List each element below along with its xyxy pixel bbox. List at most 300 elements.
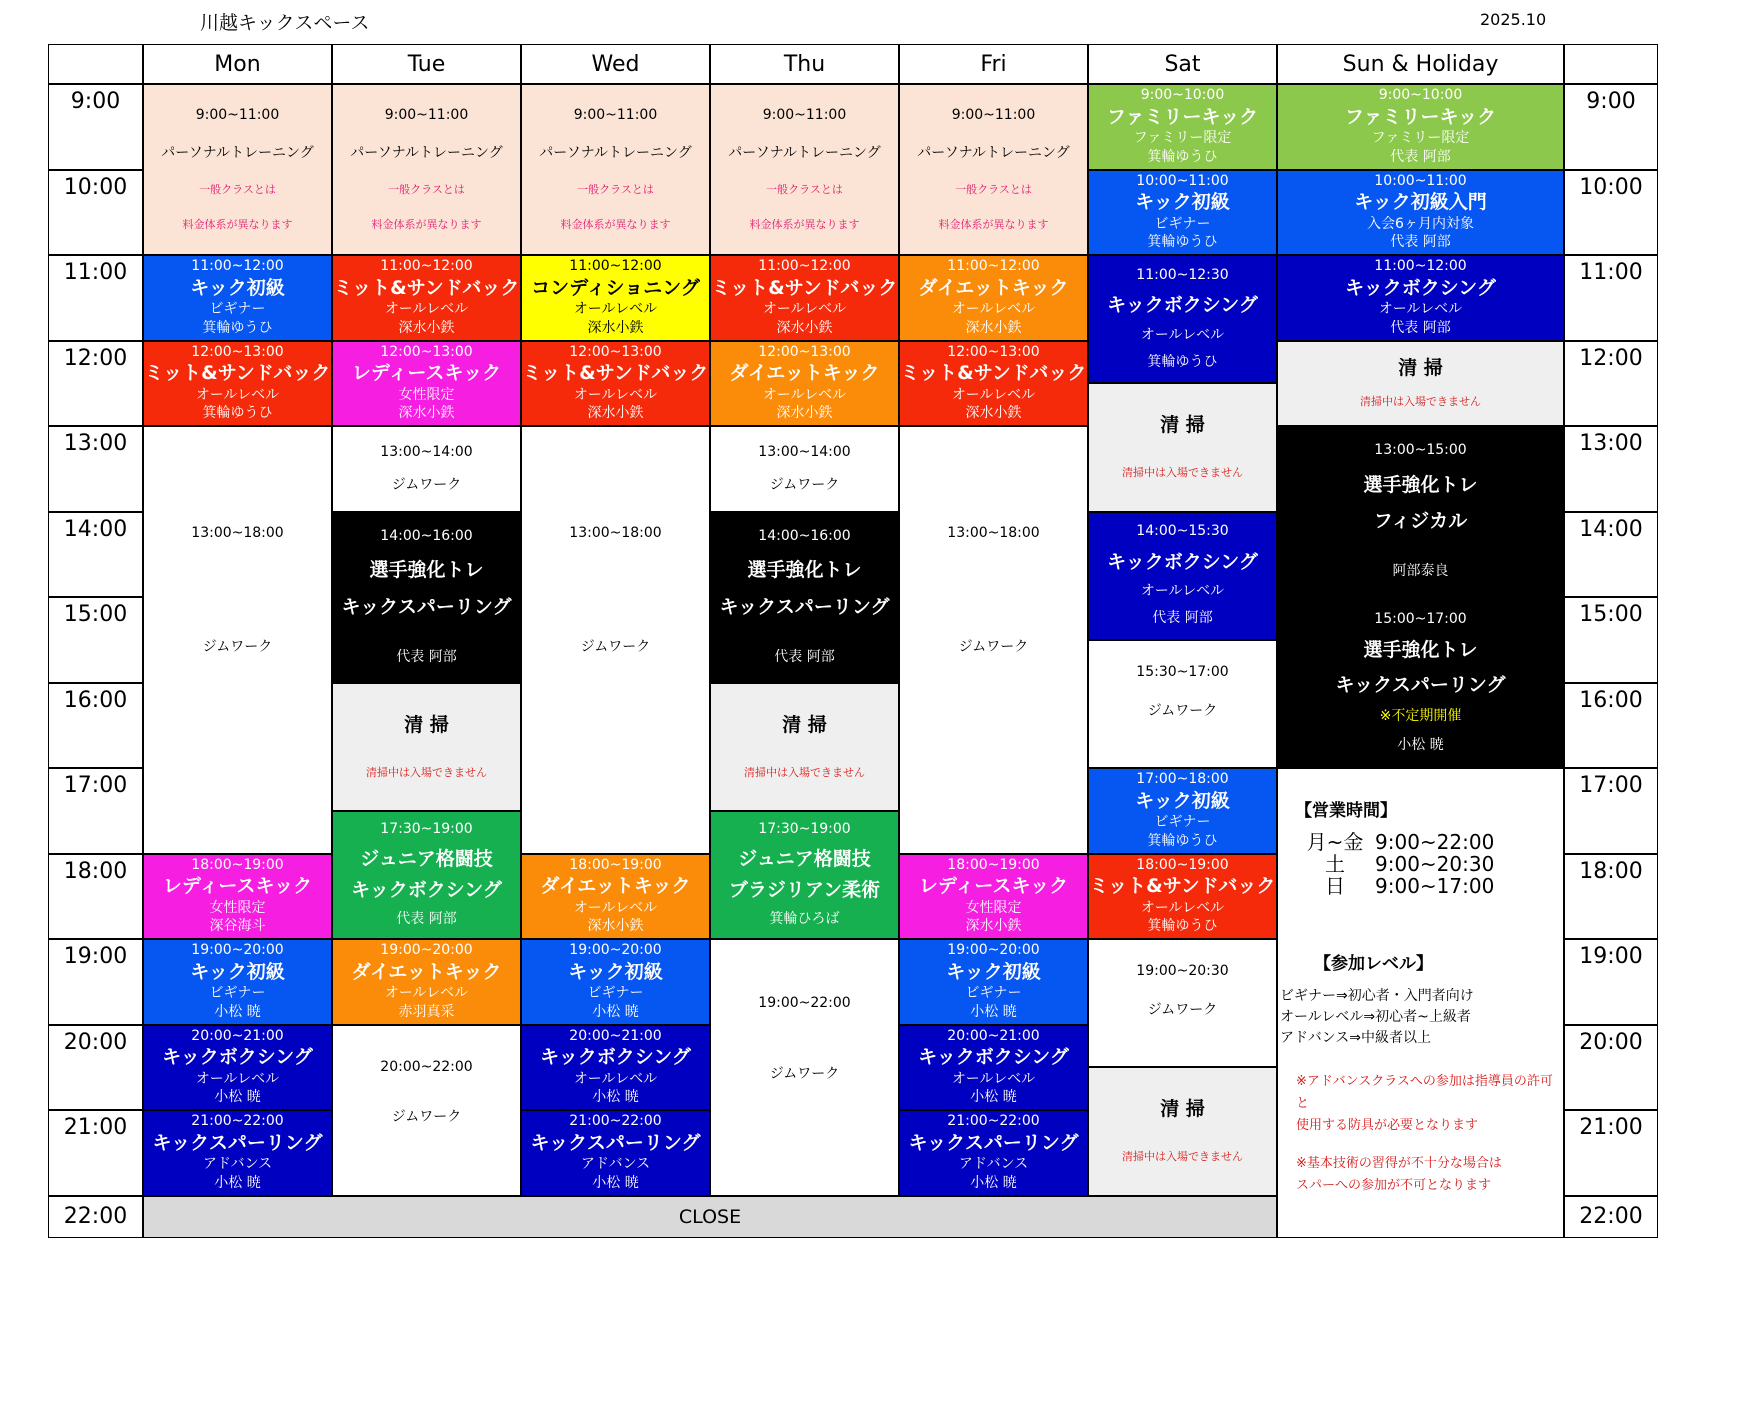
- class-line: 11:00~12:00: [380, 258, 473, 275]
- time-label-left: 15:00: [48, 597, 143, 683]
- level-legend: [1280, 949, 1562, 1421]
- class-block[interactable]: [332, 512, 521, 683]
- class-line: キック初級: [568, 960, 663, 983]
- class-block[interactable]: [710, 939, 899, 1196]
- time-label-left: 17:00: [48, 768, 143, 854]
- class-line: キック初級: [1135, 789, 1230, 812]
- class-line: 14:00~16:00: [758, 527, 851, 544]
- class-line: 11:00~12:00: [569, 258, 662, 275]
- time-label-right: 19:00: [1564, 939, 1658, 1025]
- class-block[interactable]: [143, 255, 332, 341]
- class-line: 小松 暁: [214, 1089, 261, 1106]
- time-label-right: 18:00: [1564, 854, 1658, 940]
- hours-days: 土: [1325, 852, 1345, 876]
- class-line: キックボクシング: [162, 1046, 313, 1069]
- class-line: 9:00~11:00: [573, 106, 658, 123]
- class-line: ミット&サンドバック: [900, 362, 1087, 385]
- class-line: 深水小鉄: [965, 319, 1022, 336]
- class-line: 18:00~19:00: [569, 856, 662, 873]
- class-line: 20:00~21:00: [947, 1027, 1040, 1044]
- hours-time: 9:00~22:00: [1375, 830, 1495, 854]
- class-line: 9:00~11:00: [384, 106, 469, 123]
- class-line: オールレベル: [1140, 326, 1225, 343]
- class-line: 深谷海斗: [209, 918, 266, 935]
- day-header: Wed: [521, 44, 710, 84]
- class-block[interactable]: [710, 811, 899, 939]
- class-line: アドバンス: [202, 1156, 273, 1173]
- class-line: ビギナー: [209, 985, 266, 1002]
- class-line: ジュニア格闘技: [360, 847, 493, 870]
- class-line: 9:00~10:00: [1378, 87, 1463, 104]
- time-label-right: 22:00: [1564, 1196, 1658, 1238]
- level-item: オールレベル⇒初心者~上級者: [1280, 1009, 1471, 1025]
- class-block[interactable]: [899, 255, 1088, 341]
- time-label-left: 21:00: [48, 1110, 143, 1196]
- class-line: パーソナルトレーニング: [539, 144, 692, 161]
- class-line: 小松 暁: [1397, 737, 1444, 754]
- class-line: 女性限定: [398, 386, 455, 403]
- class-line: ジュニア格闘技: [738, 847, 871, 870]
- class-line: 11:00~12:00: [191, 258, 284, 275]
- class-line: オールレベル: [195, 1070, 280, 1087]
- class-line: オールレベル: [951, 1070, 1036, 1087]
- class-line: 18:00~19:00: [1136, 856, 1229, 873]
- level-note: 使用する防具が必要となります: [1296, 1118, 1479, 1134]
- class-line: 一般クラスとは: [388, 183, 465, 197]
- class-line: 20:00~22:00: [380, 1059, 473, 1076]
- class-line: ブラジリアン柔術: [728, 879, 881, 902]
- class-line: オールレベル: [573, 1070, 658, 1087]
- class-line: コンディショニング: [531, 276, 700, 299]
- class-line: ミット&サンドバック: [333, 276, 520, 299]
- class-line: 代表 阿部: [1390, 148, 1451, 165]
- class-block[interactable]: [332, 811, 521, 939]
- time-label-right: 12:00: [1564, 341, 1658, 427]
- hours-row: [1295, 831, 1577, 853]
- class-line: 代表 阿部: [774, 648, 835, 665]
- class-line: キック初級: [946, 960, 1041, 983]
- class-block[interactable]: [1277, 84, 1564, 170]
- class-block[interactable]: [332, 1025, 521, 1196]
- day-header: Sat: [1088, 44, 1277, 84]
- class-line: ※不定期開催: [1379, 708, 1462, 725]
- hours-time: 9:00~17:00: [1375, 874, 1495, 898]
- class-line: 12:00~13:00: [191, 343, 284, 360]
- class-line: ジムワーク: [769, 476, 840, 493]
- class-line: キック初級: [1135, 191, 1230, 214]
- class-block[interactable]: [710, 255, 899, 341]
- class-block[interactable]: [899, 341, 1088, 427]
- hours-days: 日: [1325, 874, 1345, 898]
- class-line: 選手強化トレ: [369, 559, 484, 582]
- class-line: オールレベル: [384, 301, 469, 318]
- header-corner-right: [1564, 44, 1658, 84]
- class-block[interactable]: [332, 426, 521, 512]
- class-line: 19:00~20:00: [569, 942, 662, 959]
- time-label-left: 14:00: [48, 512, 143, 598]
- class-line: 19:00~20:00: [191, 942, 284, 959]
- class-block[interactable]: [899, 84, 1088, 255]
- time-label-left: 9:00: [48, 84, 143, 170]
- class-line: 小松 暁: [214, 1003, 261, 1020]
- day-header: Mon: [143, 44, 332, 84]
- class-line: 小松 暁: [592, 1174, 639, 1191]
- page-title: 川越キックスペース: [200, 12, 370, 34]
- time-label-right: 14:00: [1564, 512, 1658, 598]
- class-block[interactable]: [521, 426, 710, 854]
- class-block[interactable]: [521, 341, 710, 427]
- class-block[interactable]: [332, 939, 521, 1025]
- class-line: オールレベル: [573, 301, 658, 318]
- class-block[interactable]: [1088, 255, 1277, 383]
- class-line: オールレベル: [573, 386, 658, 403]
- class-line: キックスパーリング: [530, 1131, 701, 1154]
- class-line: ミット&サンドバック: [144, 362, 331, 385]
- class-block[interactable]: [521, 1025, 710, 1111]
- class-line: 15:30~17:00: [1136, 663, 1229, 680]
- class-line: ダイエットキック: [540, 875, 691, 898]
- class-line: ビギナー: [1154, 814, 1211, 831]
- class-block[interactable]: [710, 341, 899, 427]
- class-block[interactable]: [143, 1025, 332, 1111]
- class-line: ファミリー限定: [1133, 130, 1232, 147]
- class-line: ジムワーク: [580, 638, 651, 655]
- time-label-left: 16:00: [48, 683, 143, 769]
- time-label-right: 17:00: [1564, 768, 1658, 854]
- class-line: キックスパーリング: [719, 595, 890, 618]
- class-line: ビギナー: [965, 985, 1022, 1002]
- class-line: 小松 暁: [592, 1003, 639, 1020]
- level-note: ※アドバンスクラスへの参加は指導員の許可と: [1296, 1074, 1553, 1112]
- class-line: 清 掃: [1398, 357, 1443, 380]
- class-line: パーソナルトレーニング: [728, 144, 881, 161]
- class-line: ビギナー: [209, 301, 266, 318]
- class-line: ファミリーキック: [1106, 105, 1259, 128]
- class-line: 代表 阿部: [1152, 610, 1213, 627]
- class-block[interactable]: [1088, 84, 1277, 170]
- class-block[interactable]: [899, 939, 1088, 1025]
- class-block[interactable]: [521, 84, 710, 255]
- day-header: Fri: [899, 44, 1088, 84]
- class-line: ミット&サンドバック: [711, 276, 898, 299]
- time-label-left: 12:00: [48, 341, 143, 427]
- class-line: 選手強化トレ: [1363, 639, 1478, 662]
- class-line: 20:00~21:00: [569, 1027, 662, 1044]
- class-line: キック初級: [190, 960, 285, 983]
- class-line: 深水小鉄: [965, 405, 1022, 422]
- class-block[interactable]: [1088, 1067, 1277, 1195]
- class-line: ダイエットキック: [729, 362, 880, 385]
- class-line: アドバンス: [580, 1156, 651, 1173]
- class-line: 箕輪ゆうひ: [202, 319, 273, 336]
- class-line: 代表 阿部: [396, 910, 457, 927]
- class-block[interactable]: [899, 426, 1088, 854]
- class-block[interactable]: [332, 255, 521, 341]
- class-line: アドバンス: [958, 1156, 1029, 1173]
- class-line: 代表 阿部: [1390, 319, 1451, 336]
- day-header: Sun & Holiday: [1277, 44, 1564, 84]
- class-line: 箕輪ひろば: [769, 910, 840, 927]
- class-line: キックスパーリング: [152, 1131, 323, 1154]
- class-line: 清 掃: [1160, 1098, 1205, 1121]
- time-label-left: 22:00: [48, 1196, 143, 1238]
- class-line: 代表 阿部: [396, 648, 457, 665]
- class-line: 21:00~22:00: [191, 1113, 284, 1130]
- class-line: 一般クラスとは: [577, 183, 654, 197]
- class-block[interactable]: [1088, 383, 1277, 511]
- class-line: キックボクシング: [1107, 294, 1258, 317]
- class-line: 13:00~15:00: [1374, 442, 1467, 459]
- class-line: 13:00~14:00: [758, 443, 851, 460]
- class-line: 赤羽真采: [398, 1003, 455, 1020]
- class-line: 料金体系が異なります: [182, 218, 293, 232]
- class-line: 料金体系が異なります: [938, 218, 1049, 232]
- class-line: 12:00~13:00: [758, 343, 851, 360]
- class-line: オールレベル: [762, 301, 847, 318]
- class-line: 9:00~11:00: [195, 106, 280, 123]
- class-block[interactable]: [143, 426, 332, 854]
- time-label-right: 16:00: [1564, 683, 1658, 769]
- class-line: ジムワーク: [391, 1108, 462, 1125]
- class-line: 入会6ヶ月内対象: [1367, 215, 1474, 232]
- class-line: 19:00~20:30: [1136, 962, 1229, 979]
- class-block[interactable]: [1277, 426, 1564, 597]
- class-line: 小松 暁: [970, 1003, 1017, 1020]
- class-line: 17:30~19:00: [758, 821, 851, 838]
- class-line: 箕輪ゆうひ: [1147, 918, 1218, 935]
- class-line: 小松 暁: [592, 1089, 639, 1106]
- class-line: 9:00~11:00: [762, 106, 847, 123]
- class-line: オールレベル: [1378, 301, 1463, 318]
- class-line: 10:00~11:00: [1136, 172, 1229, 189]
- close-bar: CLOSE: [143, 1196, 1277, 1238]
- time-label-right: 10:00: [1564, 170, 1658, 256]
- time-label-right: 13:00: [1564, 426, 1658, 512]
- class-line: オールレベル: [195, 386, 280, 403]
- class-line: オールレベル: [1140, 899, 1225, 916]
- class-line: 小松 暁: [970, 1089, 1017, 1106]
- header-corner-left: [48, 44, 143, 84]
- class-line: ジムワーク: [202, 638, 273, 655]
- class-line: 17:00~18:00: [1136, 771, 1229, 788]
- class-line: 小松 暁: [214, 1174, 261, 1191]
- class-line: 20:00~21:00: [191, 1027, 284, 1044]
- class-line: 選手強化トレ: [1363, 473, 1478, 496]
- class-line: 深水小鉄: [587, 405, 644, 422]
- class-line: 17:30~19:00: [380, 821, 473, 838]
- class-line: 10:00~11:00: [1374, 172, 1467, 189]
- class-line: オールレベル: [1140, 583, 1225, 600]
- level-note: ※基本技術の習得が不十分な場合は: [1296, 1156, 1502, 1172]
- class-line: パーソナルトレーニング: [917, 144, 1070, 161]
- class-line: 13:00~18:00: [191, 524, 284, 541]
- class-line: 13:00~18:00: [569, 524, 662, 541]
- class-line: 料金体系が異なります: [749, 218, 860, 232]
- class-line: オールレベル: [951, 301, 1036, 318]
- class-line: キックボクシング: [540, 1046, 691, 1069]
- class-block[interactable]: [899, 1110, 1088, 1196]
- class-block[interactable]: [710, 84, 899, 255]
- class-line: 12:00~13:00: [380, 343, 473, 360]
- class-line: 13:00~14:00: [380, 443, 473, 460]
- time-label-left: 18:00: [48, 854, 143, 940]
- day-header: Thu: [710, 44, 899, 84]
- class-block[interactable]: [521, 854, 710, 940]
- time-label-right: 20:00: [1564, 1025, 1658, 1111]
- class-line: 一般クラスとは: [199, 183, 276, 197]
- class-line: 19:00~20:00: [947, 942, 1040, 959]
- class-line: 清掃中は入場できません: [366, 765, 487, 779]
- class-block[interactable]: [143, 84, 332, 255]
- class-line: オールレベル: [384, 985, 469, 1002]
- class-line: 11:00~12:30: [1136, 266, 1229, 283]
- class-line: 11:00~12:00: [758, 258, 851, 275]
- class-block[interactable]: [332, 84, 521, 255]
- class-block[interactable]: [332, 683, 521, 811]
- time-label-left: 10:00: [48, 170, 143, 256]
- class-line: 女性限定: [965, 899, 1022, 916]
- class-line: 12:00~13:00: [947, 343, 1040, 360]
- class-line: 18:00~19:00: [191, 856, 284, 873]
- class-block[interactable]: [332, 341, 521, 427]
- class-line: キックボクシング: [1107, 550, 1258, 573]
- level-note: スパーへの参加が不可となります: [1296, 1178, 1492, 1194]
- class-block[interactable]: [521, 255, 710, 341]
- class-line: ジムワーク: [1147, 1002, 1218, 1019]
- class-block[interactable]: [1277, 341, 1564, 427]
- class-line: 清掃中は入場できません: [1122, 1150, 1243, 1164]
- class-line: ジムワーク: [1147, 702, 1218, 719]
- class-line: フィジカル: [1373, 510, 1468, 533]
- class-block[interactable]: [710, 512, 899, 683]
- class-line: オールレベル: [951, 386, 1036, 403]
- class-block[interactable]: [1088, 854, 1277, 940]
- class-line: 箕輪ゆうひ: [1147, 832, 1218, 849]
- time-label-right: 9:00: [1564, 84, 1658, 170]
- class-line: 21:00~22:00: [947, 1113, 1040, 1130]
- class-block[interactable]: [710, 426, 899, 512]
- class-block[interactable]: [899, 1025, 1088, 1111]
- class-line: 清掃中は入場できません: [1122, 466, 1243, 480]
- class-block[interactable]: [143, 854, 332, 940]
- class-block[interactable]: [1088, 512, 1277, 640]
- class-line: レディースキック: [162, 875, 313, 898]
- class-line: 清 掃: [782, 713, 827, 736]
- class-block[interactable]: [521, 939, 710, 1025]
- schedule-date: 2025.10: [1480, 10, 1547, 29]
- class-line: 箕輪ゆうひ: [202, 405, 273, 422]
- time-label-left: 20:00: [48, 1025, 143, 1111]
- class-line: 箕輪ゆうひ: [1147, 353, 1218, 370]
- class-block[interactable]: [521, 1110, 710, 1196]
- time-label-left: 13:00: [48, 426, 143, 512]
- class-block[interactable]: [1088, 170, 1277, 256]
- class-block[interactable]: [143, 341, 332, 427]
- class-block[interactable]: [1088, 768, 1277, 854]
- class-block[interactable]: [1277, 170, 1564, 256]
- class-block[interactable]: [1277, 597, 1564, 768]
- class-line: オールレベル: [762, 386, 847, 403]
- class-line: 箕輪ゆうひ: [1147, 148, 1218, 165]
- class-line: キックスパーリング: [1335, 673, 1506, 696]
- class-line: 13:00~18:00: [947, 524, 1040, 541]
- class-line: 9:00~10:00: [1140, 87, 1225, 104]
- time-label-right: 15:00: [1564, 597, 1658, 683]
- time-label-right: 11:00: [1564, 255, 1658, 341]
- time-label-left: 19:00: [48, 939, 143, 1025]
- class-line: 料金体系が異なります: [371, 218, 482, 232]
- class-line: キックボクシング: [1345, 276, 1496, 299]
- class-line: 料金体系が異なります: [560, 218, 671, 232]
- class-line: 清 掃: [404, 713, 449, 736]
- class-line: 箕輪ゆうひ: [1147, 234, 1218, 251]
- class-line: 深水小鉄: [398, 319, 455, 336]
- class-line: ジムワーク: [958, 638, 1029, 655]
- class-line: 9:00~11:00: [951, 106, 1036, 123]
- class-line: 11:00~12:00: [1374, 258, 1467, 275]
- class-line: 19:00~20:00: [380, 942, 473, 959]
- class-line: キックスパーリング: [341, 595, 512, 618]
- class-line: 代表 阿部: [1390, 234, 1451, 251]
- class-line: 小松 暁: [970, 1174, 1017, 1191]
- level-item: ビギナー⇒初心者・入門者向け: [1280, 988, 1474, 1004]
- hours-days: 月~金: [1306, 830, 1364, 854]
- class-line: 清掃中は入場できません: [744, 765, 865, 779]
- class-block[interactable]: [710, 683, 899, 811]
- class-line: 19:00~22:00: [758, 994, 851, 1011]
- class-line: ファミリーキック: [1344, 105, 1497, 128]
- class-line: ジムワーク: [391, 476, 462, 493]
- class-line: 18:00~19:00: [947, 856, 1040, 873]
- class-line: ジムワーク: [769, 1066, 840, 1083]
- class-line: ダイエットキック: [918, 276, 1069, 299]
- hours-row: [1295, 853, 1577, 875]
- class-line: ミット&サンドバック: [1089, 875, 1276, 898]
- class-line: ファミリー限定: [1371, 130, 1470, 147]
- day-header: Tue: [332, 44, 521, 84]
- class-line: 清 掃: [1160, 414, 1205, 437]
- class-line: 深水小鉄: [776, 319, 833, 336]
- class-line: キックボクシング: [918, 1046, 1069, 1069]
- class-block[interactable]: [1088, 939, 1277, 1067]
- class-line: パーソナルトレーニング: [161, 144, 314, 161]
- class-line: キックスパーリング: [908, 1131, 1079, 1154]
- class-line: パーソナルトレーニング: [350, 144, 503, 161]
- class-line: ビギナー: [587, 985, 644, 1002]
- hours-row: [1295, 875, 1577, 897]
- class-block[interactable]: [143, 939, 332, 1025]
- class-block[interactable]: [1088, 640, 1277, 768]
- class-line: キック初級入門: [1354, 191, 1487, 214]
- class-line: 深水小鉄: [587, 319, 644, 336]
- time-label-left: 11:00: [48, 255, 143, 341]
- class-line: レディースキック: [351, 362, 502, 385]
- class-line: 選手強化トレ: [747, 559, 862, 582]
- class-line: 12:00~13:00: [569, 343, 662, 360]
- class-block[interactable]: [899, 854, 1088, 940]
- class-line: 一般クラスとは: [955, 183, 1032, 197]
- hours-heading: 【営業時間】: [1295, 801, 1397, 821]
- class-line: 深水小鉄: [398, 405, 455, 422]
- class-block[interactable]: [1277, 255, 1564, 341]
- level-item: アドバンス⇒中級者以上: [1280, 1030, 1432, 1046]
- class-line: 女性限定: [209, 899, 266, 916]
- level-heading: 【参加レベル】: [1314, 954, 1433, 974]
- class-line: 14:00~15:30: [1136, 523, 1229, 540]
- class-line: 11:00~12:00: [947, 258, 1040, 275]
- class-line: ダイエットキック: [351, 960, 502, 983]
- class-block[interactable]: [143, 1110, 332, 1196]
